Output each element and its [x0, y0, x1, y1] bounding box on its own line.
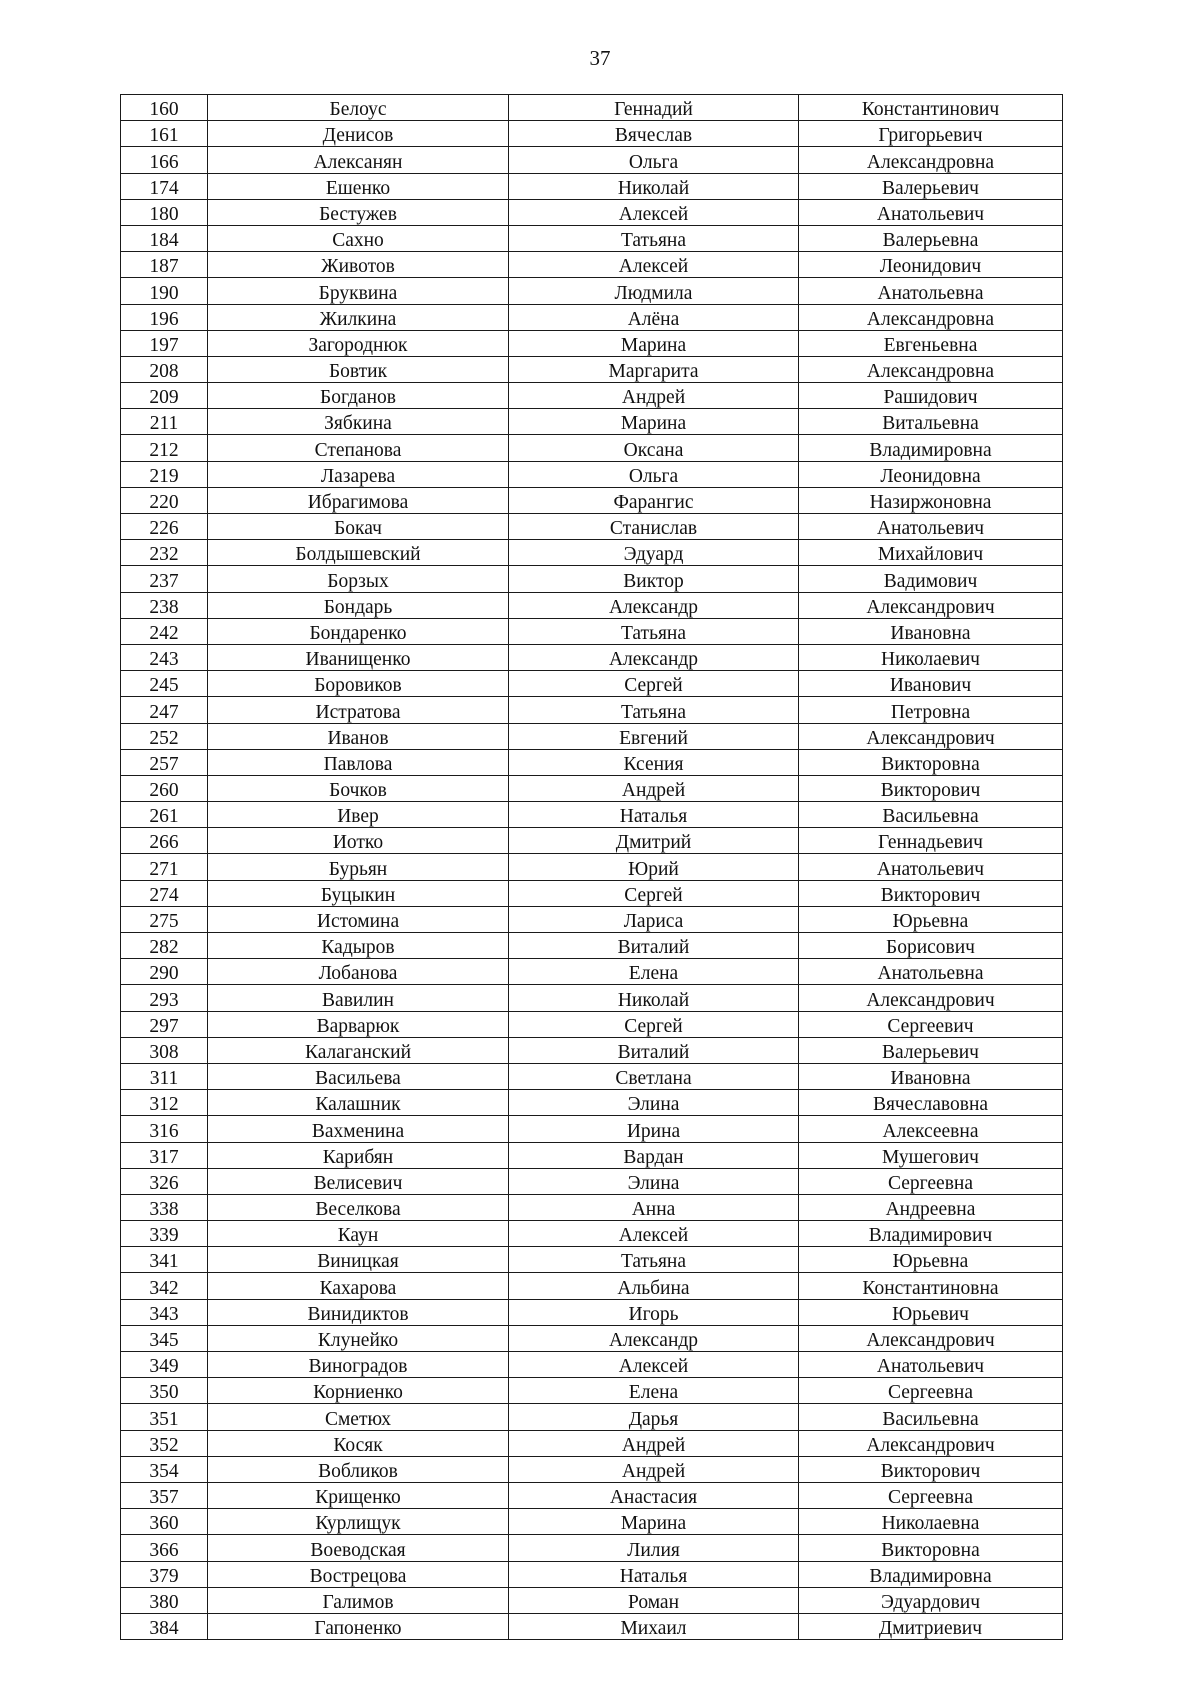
row-number-cell: 311	[121, 1063, 208, 1089]
first-name-cell: Михаил	[509, 1613, 799, 1639]
last-name-cell: Калашник	[208, 1090, 509, 1116]
row-number-cell: 384	[121, 1613, 208, 1639]
table-row	[121, 906, 1063, 932]
patronymic-cell: Анатольевич	[799, 854, 1063, 880]
table-row	[121, 1535, 1063, 1561]
patronymic-cell: Николаевич	[799, 644, 1063, 670]
first-name-cell: Алексей	[509, 1221, 799, 1247]
last-name-cell: Винидиктов	[208, 1299, 509, 1325]
row-number-cell: 354	[121, 1456, 208, 1482]
first-name-cell: Анастасия	[509, 1482, 799, 1508]
row-number-cell: 271	[121, 854, 208, 880]
last-name-cell: Богданов	[208, 383, 509, 409]
patronymic-cell: Александрович	[799, 985, 1063, 1011]
row-number-cell: 275	[121, 906, 208, 932]
first-name-cell: Лариса	[509, 906, 799, 932]
patronymic-cell: Николаевна	[799, 1509, 1063, 1535]
last-name-cell: Денисов	[208, 121, 509, 147]
patronymic-cell: Сергеевна	[799, 1168, 1063, 1194]
last-name-cell: Васильева	[208, 1063, 509, 1089]
first-name-cell: Александр	[509, 1325, 799, 1351]
first-name-cell: Элина	[509, 1168, 799, 1194]
last-name-cell: Загороднюк	[208, 330, 509, 356]
row-number-cell: 197	[121, 330, 208, 356]
row-number-cell: 260	[121, 775, 208, 801]
first-name-cell: Андрей	[509, 383, 799, 409]
last-name-cell: Бондарь	[208, 592, 509, 618]
row-number-cell: 160	[121, 95, 208, 121]
table-row	[121, 828, 1063, 854]
row-number-cell: 312	[121, 1090, 208, 1116]
patronymic-cell: Дмитриевич	[799, 1613, 1063, 1639]
row-number-cell: 243	[121, 644, 208, 670]
table-row	[121, 356, 1063, 382]
table-row	[121, 644, 1063, 670]
last-name-cell: Корниенко	[208, 1378, 509, 1404]
last-name-cell: Воеводская	[208, 1535, 509, 1561]
row-number-cell: 339	[121, 1221, 208, 1247]
row-number-cell: 357	[121, 1482, 208, 1508]
first-name-cell: Александр	[509, 644, 799, 670]
table-row	[121, 854, 1063, 880]
row-number-cell: 350	[121, 1378, 208, 1404]
row-number-cell: 342	[121, 1273, 208, 1299]
table-row	[121, 592, 1063, 618]
patronymic-cell: Валерьевна	[799, 225, 1063, 251]
table-row	[121, 1587, 1063, 1613]
last-name-cell: Бурьян	[208, 854, 509, 880]
first-name-cell: Сергей	[509, 671, 799, 697]
row-number-cell: 261	[121, 802, 208, 828]
row-number-cell: 238	[121, 592, 208, 618]
patronymic-cell: Леонидовна	[799, 461, 1063, 487]
first-name-cell: Игорь	[509, 1299, 799, 1325]
row-number-cell: 293	[121, 985, 208, 1011]
table-row	[121, 173, 1063, 199]
row-number-cell: 212	[121, 435, 208, 461]
first-name-cell: Татьяна	[509, 1247, 799, 1273]
first-name-cell: Андрей	[509, 775, 799, 801]
row-number-cell: 308	[121, 1037, 208, 1063]
table-row	[121, 1378, 1063, 1404]
patronymic-cell: Леонидович	[799, 252, 1063, 278]
patronymic-cell: Сергеевна	[799, 1378, 1063, 1404]
table-row	[121, 225, 1063, 251]
row-number-cell: 237	[121, 566, 208, 592]
table-row	[121, 409, 1063, 435]
last-name-cell: Борзых	[208, 566, 509, 592]
last-name-cell: Вахменина	[208, 1116, 509, 1142]
row-number-cell: 252	[121, 723, 208, 749]
row-number-cell: 209	[121, 383, 208, 409]
patronymic-cell: Владимировна	[799, 1561, 1063, 1587]
patronymic-cell: Викторовна	[799, 1535, 1063, 1561]
table-row	[121, 749, 1063, 775]
table-row	[121, 121, 1063, 147]
last-name-cell: Вавилин	[208, 985, 509, 1011]
first-name-cell: Ирина	[509, 1116, 799, 1142]
patronymic-cell: Викторовна	[799, 749, 1063, 775]
table-row	[121, 1194, 1063, 1220]
row-number-cell: 242	[121, 618, 208, 644]
last-name-cell: Ибрагимова	[208, 487, 509, 513]
table-row	[121, 95, 1063, 121]
last-name-cell: Косяк	[208, 1430, 509, 1456]
last-name-cell: Алексанян	[208, 147, 509, 173]
row-number-cell: 343	[121, 1299, 208, 1325]
patronymic-cell: Ивановна	[799, 1063, 1063, 1089]
table-row	[121, 540, 1063, 566]
patronymic-cell: Валерьевич	[799, 1037, 1063, 1063]
row-number-cell: 349	[121, 1352, 208, 1378]
table-row	[121, 1142, 1063, 1168]
row-number-cell: 345	[121, 1325, 208, 1351]
patronymic-cell: Анатольевна	[799, 278, 1063, 304]
row-number-cell: 360	[121, 1509, 208, 1535]
last-name-cell: Бочков	[208, 775, 509, 801]
table-row	[121, 1404, 1063, 1430]
row-number-cell: 161	[121, 121, 208, 147]
first-name-cell: Татьяна	[509, 697, 799, 723]
first-name-cell: Роман	[509, 1587, 799, 1613]
last-name-cell: Степанова	[208, 435, 509, 461]
patronymic-cell: Александрович	[799, 592, 1063, 618]
table-row	[121, 723, 1063, 749]
first-name-cell: Дарья	[509, 1404, 799, 1430]
last-name-cell: Бокач	[208, 514, 509, 540]
last-name-cell: Ешенко	[208, 173, 509, 199]
table-row	[121, 330, 1063, 356]
table-row	[121, 1613, 1063, 1639]
row-number-cell: 297	[121, 1011, 208, 1037]
last-name-cell: Жилкина	[208, 304, 509, 330]
patronymic-cell: Александровна	[799, 304, 1063, 330]
row-number-cell: 352	[121, 1430, 208, 1456]
table-row	[121, 1482, 1063, 1508]
patronymic-cell: Евгеньевна	[799, 330, 1063, 356]
table-row	[121, 1325, 1063, 1351]
row-number-cell: 180	[121, 199, 208, 225]
table-row	[121, 1509, 1063, 1535]
table-row	[121, 959, 1063, 985]
patronymic-cell: Григорьевич	[799, 121, 1063, 147]
last-name-cell: Крищенко	[208, 1482, 509, 1508]
table-row	[121, 278, 1063, 304]
table-row	[121, 383, 1063, 409]
last-name-cell: Болдышевский	[208, 540, 509, 566]
last-name-cell: Карибян	[208, 1142, 509, 1168]
last-name-cell: Сахно	[208, 225, 509, 251]
patronymic-cell: Ивановна	[799, 618, 1063, 644]
last-name-cell: Боровиков	[208, 671, 509, 697]
table-row	[121, 514, 1063, 540]
table-row	[121, 1090, 1063, 1116]
table-row	[121, 933, 1063, 959]
patronymic-cell: Валерьевич	[799, 173, 1063, 199]
table-row	[121, 199, 1063, 225]
last-name-cell: Каун	[208, 1221, 509, 1247]
last-name-cell: Кахарова	[208, 1273, 509, 1299]
first-name-cell: Елена	[509, 1378, 799, 1404]
patronymic-cell: Васильевна	[799, 1404, 1063, 1430]
first-name-cell: Эдуард	[509, 540, 799, 566]
patronymic-cell: Мушегович	[799, 1142, 1063, 1168]
table-row	[121, 461, 1063, 487]
patronymic-cell: Александрович	[799, 1430, 1063, 1456]
first-name-cell: Алексей	[509, 252, 799, 278]
table-row	[121, 1037, 1063, 1063]
row-number-cell: 317	[121, 1142, 208, 1168]
first-name-cell: Сергей	[509, 1011, 799, 1037]
last-name-cell: Виноградов	[208, 1352, 509, 1378]
patronymic-cell: Викторович	[799, 1456, 1063, 1482]
first-name-cell: Вячеслав	[509, 121, 799, 147]
row-number-cell: 166	[121, 147, 208, 173]
first-name-cell: Марина	[509, 1509, 799, 1535]
row-number-cell: 232	[121, 540, 208, 566]
last-name-cell: Галимов	[208, 1587, 509, 1613]
first-name-cell: Элина	[509, 1090, 799, 1116]
first-name-cell: Марина	[509, 409, 799, 435]
last-name-cell: Павлова	[208, 749, 509, 775]
row-number-cell: 245	[121, 671, 208, 697]
first-name-cell: Сергей	[509, 880, 799, 906]
row-number-cell: 184	[121, 225, 208, 251]
first-name-cell: Марина	[509, 330, 799, 356]
table-row	[121, 147, 1063, 173]
last-name-cell: Веселкова	[208, 1194, 509, 1220]
patronymic-cell: Эдуардович	[799, 1587, 1063, 1613]
row-number-cell: 208	[121, 356, 208, 382]
patronymic-cell: Анатольевич	[799, 1352, 1063, 1378]
table-row	[121, 985, 1063, 1011]
row-number-cell: 187	[121, 252, 208, 278]
row-number-cell: 290	[121, 959, 208, 985]
row-number-cell: 174	[121, 173, 208, 199]
last-name-cell: Гапоненко	[208, 1613, 509, 1639]
patronymic-cell: Геннадьевич	[799, 828, 1063, 854]
last-name-cell: Велисевич	[208, 1168, 509, 1194]
table-row	[121, 1221, 1063, 1247]
patronymic-cell: Рашидович	[799, 383, 1063, 409]
last-name-cell: Буцыкин	[208, 880, 509, 906]
row-number-cell: 274	[121, 880, 208, 906]
row-number-cell: 379	[121, 1561, 208, 1587]
row-number-cell: 211	[121, 409, 208, 435]
table-row	[121, 1561, 1063, 1587]
row-number-cell: 220	[121, 487, 208, 513]
table-row	[121, 880, 1063, 906]
first-name-cell: Наталья	[509, 802, 799, 828]
row-number-cell: 226	[121, 514, 208, 540]
first-name-cell: Виктор	[509, 566, 799, 592]
row-number-cell: 257	[121, 749, 208, 775]
row-number-cell: 341	[121, 1247, 208, 1273]
last-name-cell: Варварюк	[208, 1011, 509, 1037]
patronymic-cell: Юрьевна	[799, 906, 1063, 932]
last-name-cell: Курлищук	[208, 1509, 509, 1535]
patronymic-cell: Алексеевна	[799, 1116, 1063, 1142]
last-name-cell: Зябкина	[208, 409, 509, 435]
table-row	[121, 566, 1063, 592]
last-name-cell: Иотко	[208, 828, 509, 854]
table-row	[121, 697, 1063, 723]
first-name-cell: Вардан	[509, 1142, 799, 1168]
patronymic-cell: Иванович	[799, 671, 1063, 697]
first-name-cell: Маргарита	[509, 356, 799, 382]
first-name-cell: Светлана	[509, 1063, 799, 1089]
last-name-cell: Вобликов	[208, 1456, 509, 1482]
patronymic-cell: Викторович	[799, 880, 1063, 906]
table-row	[121, 1116, 1063, 1142]
last-name-cell: Лазарева	[208, 461, 509, 487]
table-row	[121, 1247, 1063, 1273]
patronymic-cell: Петровна	[799, 697, 1063, 723]
first-name-cell: Геннадий	[509, 95, 799, 121]
first-name-cell: Татьяна	[509, 618, 799, 644]
patronymic-cell: Константиновна	[799, 1273, 1063, 1299]
table-row	[121, 802, 1063, 828]
first-name-cell: Николай	[509, 985, 799, 1011]
patronymic-cell: Борисович	[799, 933, 1063, 959]
patronymic-cell: Вадимович	[799, 566, 1063, 592]
table-row	[121, 1168, 1063, 1194]
last-name-cell: Сметюх	[208, 1404, 509, 1430]
patronymic-cell: Андреевна	[799, 1194, 1063, 1220]
patronymic-cell: Константинович	[799, 95, 1063, 121]
first-name-cell: Николай	[509, 173, 799, 199]
first-name-cell: Алексей	[509, 199, 799, 225]
table-row	[121, 304, 1063, 330]
row-number-cell: 219	[121, 461, 208, 487]
table-row	[121, 1011, 1063, 1037]
patronymic-cell: Александрович	[799, 1325, 1063, 1351]
first-name-cell: Юрий	[509, 854, 799, 880]
first-name-cell: Александр	[509, 592, 799, 618]
first-name-cell: Алёна	[509, 304, 799, 330]
first-name-cell: Евгений	[509, 723, 799, 749]
last-name-cell: Белоус	[208, 95, 509, 121]
row-number-cell: 190	[121, 278, 208, 304]
last-name-cell: Истратова	[208, 697, 509, 723]
first-name-cell: Анна	[509, 1194, 799, 1220]
row-number-cell: 338	[121, 1194, 208, 1220]
first-name-cell: Татьяна	[509, 225, 799, 251]
last-name-cell: Бестужев	[208, 199, 509, 225]
last-name-cell: Ивер	[208, 802, 509, 828]
table-row	[121, 775, 1063, 801]
patronymic-cell: Витальевна	[799, 409, 1063, 435]
last-name-cell: Иванов	[208, 723, 509, 749]
first-name-cell: Ксения	[509, 749, 799, 775]
patronymic-cell: Анатольевна	[799, 959, 1063, 985]
patronymic-cell: Назиржоновна	[799, 487, 1063, 513]
last-name-cell: Калаганский	[208, 1037, 509, 1063]
table-row	[121, 1299, 1063, 1325]
patronymic-cell: Александровна	[799, 147, 1063, 173]
last-name-cell: Кадыров	[208, 933, 509, 959]
patronymic-cell: Васильевна	[799, 802, 1063, 828]
last-name-cell: Истомина	[208, 906, 509, 932]
table-row	[121, 1456, 1063, 1482]
table-row	[121, 671, 1063, 697]
first-name-cell: Андрей	[509, 1430, 799, 1456]
first-name-cell: Фарангис	[509, 487, 799, 513]
patronymic-cell: Юрьевна	[799, 1247, 1063, 1273]
last-name-cell: Животов	[208, 252, 509, 278]
last-name-cell: Вострецова	[208, 1561, 509, 1587]
patronymic-cell: Анатольевич	[799, 514, 1063, 540]
row-number-cell: 351	[121, 1404, 208, 1430]
patronymic-cell: Владимировна	[799, 435, 1063, 461]
row-number-cell: 247	[121, 697, 208, 723]
patronymic-cell: Сергеевич	[799, 1011, 1063, 1037]
table-row	[121, 618, 1063, 644]
last-name-cell: Лобанова	[208, 959, 509, 985]
first-name-cell: Станислав	[509, 514, 799, 540]
table-row	[121, 487, 1063, 513]
patronymic-cell: Александрович	[799, 723, 1063, 749]
last-name-cell: Клунейко	[208, 1325, 509, 1351]
patronymic-cell: Михайлович	[799, 540, 1063, 566]
row-number-cell: 366	[121, 1535, 208, 1561]
first-name-cell: Виталий	[509, 1037, 799, 1063]
patronymic-cell: Александровна	[799, 356, 1063, 382]
first-name-cell: Оксана	[509, 435, 799, 461]
first-name-cell: Андрей	[509, 1456, 799, 1482]
table-row	[121, 252, 1063, 278]
first-name-cell: Дмитрий	[509, 828, 799, 854]
row-number-cell: 196	[121, 304, 208, 330]
first-name-cell: Алексей	[509, 1352, 799, 1378]
table-row	[121, 1430, 1063, 1456]
table-row	[121, 1352, 1063, 1378]
row-number-cell: 326	[121, 1168, 208, 1194]
roster-table-body	[121, 95, 1063, 1640]
first-name-cell: Людмила	[509, 278, 799, 304]
row-number-cell: 282	[121, 933, 208, 959]
first-name-cell: Елена	[509, 959, 799, 985]
table-row	[121, 1063, 1063, 1089]
first-name-cell: Ольга	[509, 461, 799, 487]
row-number-cell: 380	[121, 1587, 208, 1613]
roster-table	[120, 94, 1063, 1640]
first-name-cell: Лилия	[509, 1535, 799, 1561]
first-name-cell: Ольга	[509, 147, 799, 173]
first-name-cell: Альбина	[509, 1273, 799, 1299]
patronymic-cell: Владимирович	[799, 1221, 1063, 1247]
patronymic-cell: Юрьевич	[799, 1299, 1063, 1325]
last-name-cell: Бруквина	[208, 278, 509, 304]
patronymic-cell: Вячеславовна	[799, 1090, 1063, 1116]
first-name-cell: Наталья	[509, 1561, 799, 1587]
patronymic-cell: Сергеевна	[799, 1482, 1063, 1508]
row-number-cell: 266	[121, 828, 208, 854]
last-name-cell: Бондаренко	[208, 618, 509, 644]
table-row	[121, 435, 1063, 461]
last-name-cell: Иванищенко	[208, 644, 509, 670]
page-number: 37	[589, 46, 611, 70]
last-name-cell: Бовтик	[208, 356, 509, 382]
row-number-cell: 316	[121, 1116, 208, 1142]
patronymic-cell: Викторович	[799, 775, 1063, 801]
last-name-cell: Виницкая	[208, 1247, 509, 1273]
table-row	[121, 1273, 1063, 1299]
patronymic-cell: Анатольевич	[799, 199, 1063, 225]
first-name-cell: Виталий	[509, 933, 799, 959]
